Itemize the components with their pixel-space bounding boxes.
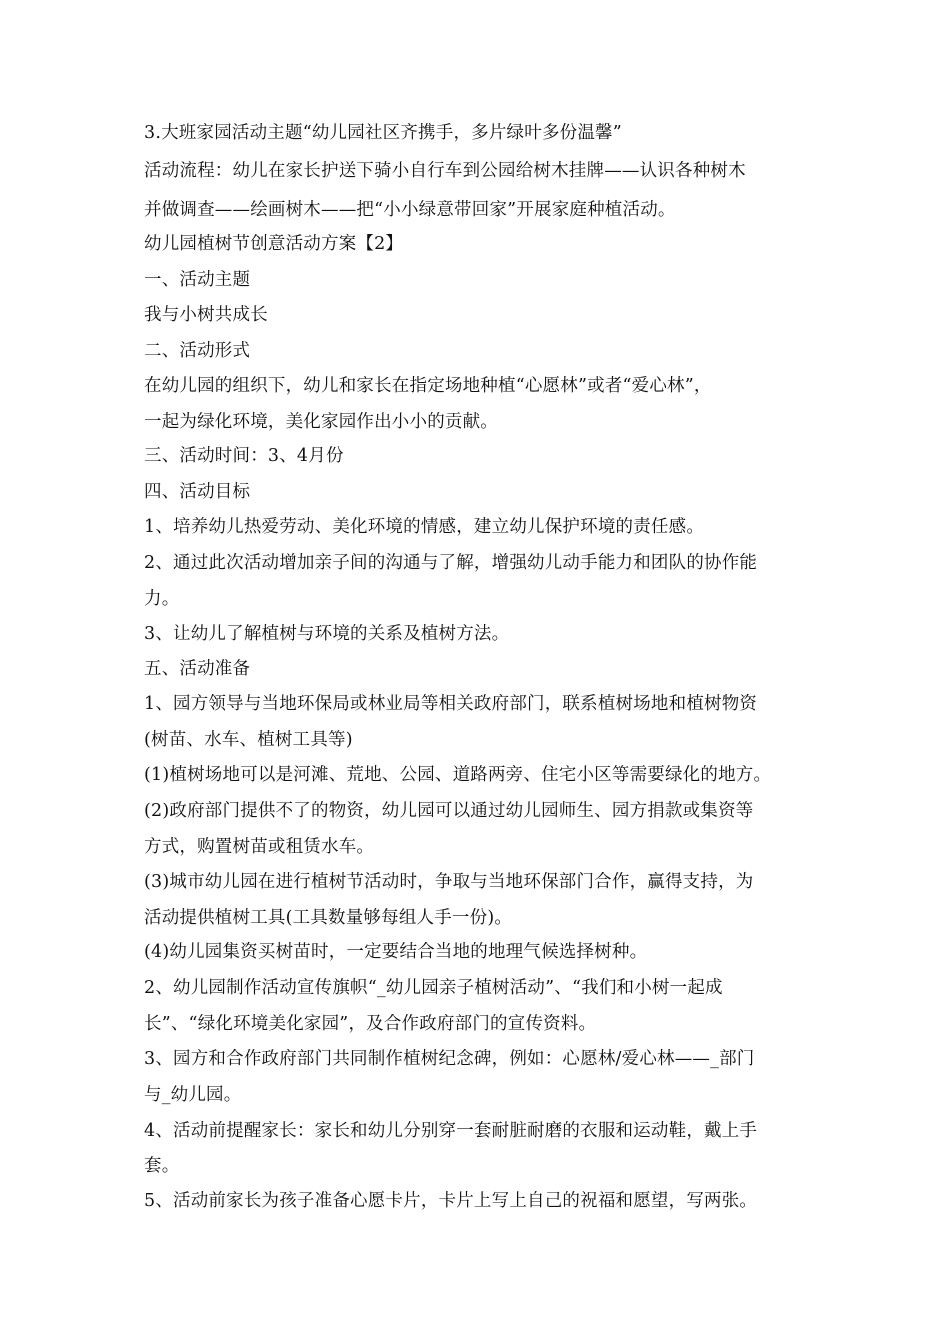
text-line: 3、让幼儿了解植树与环境的关系及植树方法。 [144,624,510,644]
text-line: 与_幼儿园。 [144,1085,242,1105]
text-line: (3)城市幼儿园在进行植树节活动时，争取与当地环保部门合作，赢得支持，为 [144,872,754,892]
text-line: 3、园方和合作政府部门共同制作植树纪念碑，例如：心愿林/爱心林——_部门 [144,1049,755,1069]
text-line: 套。 [144,1156,180,1176]
text-line: 在幼儿园的组织下，幼儿和家长在指定场地种植“心愿林”或者“爱心林”， [144,376,712,396]
section-heading: 三、活动时间：3、4月份 [144,446,344,466]
text-line: 并做调查——绘画树木——把“小小绿意带回家”开展家庭种植活动。 [144,200,676,220]
text-line: 2、通过此次活动增加亲子间的沟通与了解，增强幼儿动手能力和团队的协作能 [144,553,758,573]
text-line: (1)植树场地可以是河滩、荒地、公园、道路两旁、住宅小区等需要绿化的地方。 [144,765,772,785]
text-line: 5、活动前家长为孩子准备心愿卡片，卡片上写上自己的祝福和愿望，写两张。 [144,1191,758,1211]
text-line: (2)政府部门提供不了的物资，幼儿园可以通过幼儿园师生、园方捐款或集资等 [144,801,754,821]
section-heading: 四、活动目标 [144,482,251,502]
text-line: 1、培养幼儿热爱劳动、美化环境的情感，建立幼儿保护环境的责任感。 [144,517,705,537]
text-line: 活动流程：幼儿在家长护送下骑小自行车到公园给树木挂牌——认识各种树木 [144,161,746,181]
text-line: 3.大班家园活动主题“幼儿园社区齐携手，多片绿叶多份温馨” [144,123,622,143]
section-heading: 一、活动主题 [144,270,251,290]
section-heading: 五、活动准备 [144,659,251,679]
text-line: 4、活动前提醒家长：家长和幼儿分别穿一套耐脏耐磨的衣服和运动鞋，戴上手 [144,1121,758,1141]
text-line: 活动提供植树工具(工具数量够每组人手一份)。 [144,908,513,928]
text-line: 2、幼儿园制作活动宣传旗帜“_幼儿园亲子植树活动”、“我们和小树一起成 [144,978,723,998]
text-line: 力。 [144,589,180,609]
section-heading: 二、活动形式 [144,341,251,361]
section-title: 幼儿园植树节创意活动方案【2】 [144,234,404,254]
text-line: (树苗、水车、植树工具等) [144,730,353,750]
text-line: 一起为绿化环境，美化家园作出小小的贡献。 [144,412,498,432]
text-line: 长”、“绿化环境美化家园”，及合作政府部门的宣传资料。 [144,1014,597,1034]
text-line: 1、园方领导与当地环保局或林业局等相关政府部门，联系植树场地和植树物资 [144,694,758,714]
text-line: 方式，购置树苗或租赁水车。 [144,837,375,857]
text-line: (4)幼儿园集资买树苗时，一定要结合当地的地理气候选择树种。 [144,942,648,962]
text-line: 我与小树共成长 [144,305,268,325]
